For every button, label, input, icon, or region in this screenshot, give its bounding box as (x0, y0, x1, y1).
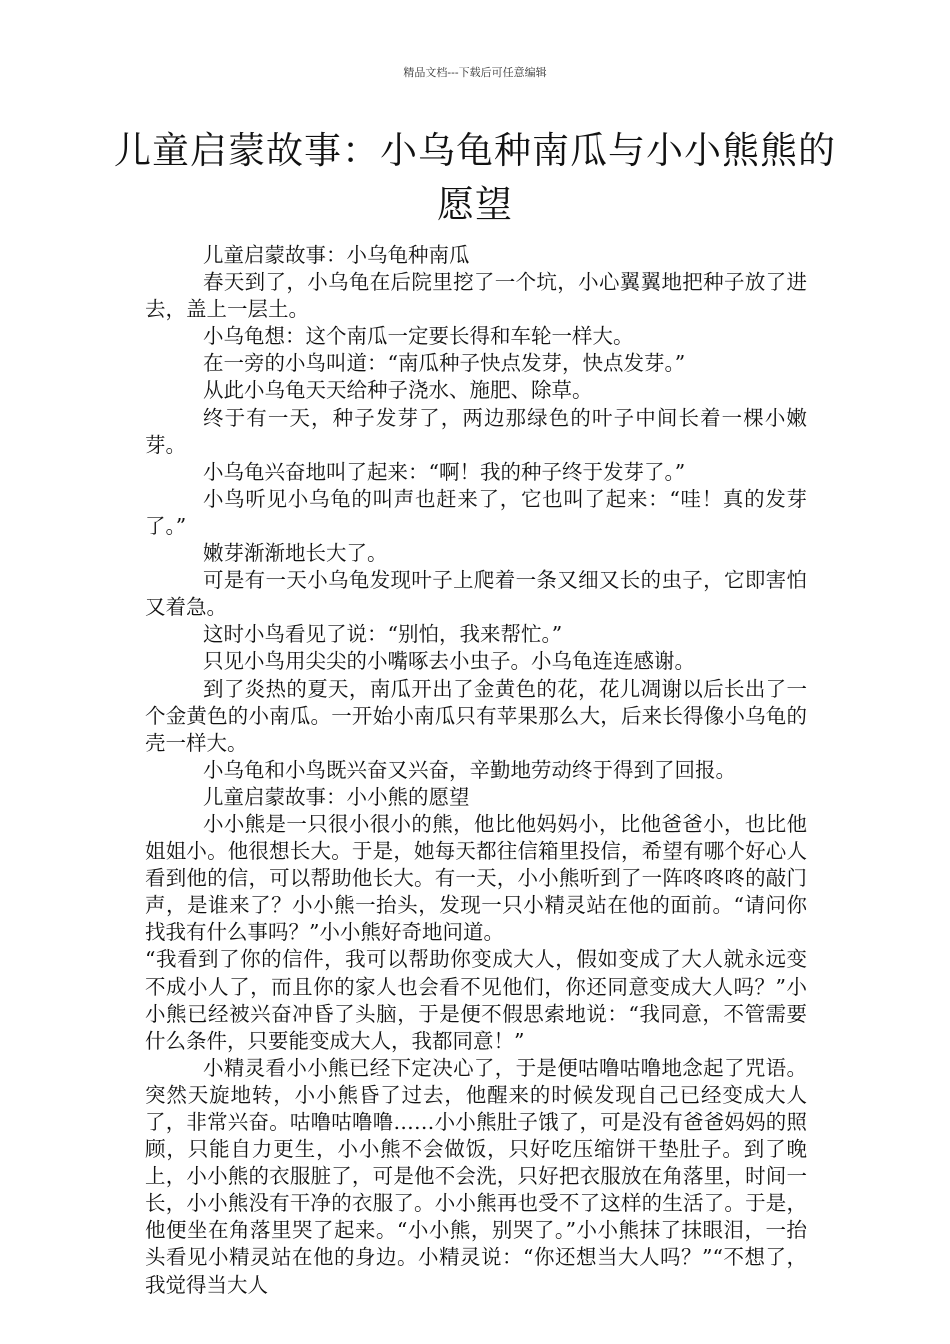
paragraph: 春天到了，小乌龟在后院里挖了一个坑，小心翼翼地把种子放了进去，盖上一层土。 (145, 270, 807, 322)
paragraph: 在一旁的小鸟叫道：“南瓜种子快点发芽，快点发芽。” (203, 351, 686, 376)
paragraph: 儿童启蒙故事：小乌龟种南瓜 (203, 243, 470, 267)
paragraph: 小精灵看小小熊已经下定决心了，于是便咕噜咕噜地念起了咒语。突然天旋地转，小小熊昏了过去，他醒来的时候发现自己已经变成大人了，非常兴奋。咕噜咕噜噜……小小熊肚子饿了，可是没有爸爸妈妈的照顾，只能自力更生，小小熊不会做饭，只好吃压缩饼干垫肚子。到了晚上，小小熊的衣服脏了，可是他不会洗，只好把衣服放在角落里，时间一长，小小熊没有干净的衣服了。小小熊再也受不了这样的生活了。于是，他便坐在角落里哭了起来。“小小熊，别哭了。”小小熊抹了抹眼泪，一抬头看见小精灵站在他的身边。小精灵说：“你还想当大人吗？”“不想了，我觉得当大人 (145, 1055, 807, 1297)
paragraph: 小乌龟想：这个南瓜一定要长得和车轮一样大。 (203, 324, 634, 349)
paragraph: 儿童启蒙故事：小小熊的愿望 (203, 784, 470, 809)
document-title: 儿童启蒙故事：小乌龟种南瓜与小小熊熊的愿望 (114, 129, 836, 226)
paragraph: 小乌龟兴奋地叫了起来：“啊！我的种子终于发芽了。” (203, 459, 686, 484)
paragraph: 小乌龟和小鸟既兴奋又兴奋，辛勤地劳动终于得到了回报。 (203, 757, 736, 782)
paragraph: 只见小鸟用尖尖的小嘴啄去小虫子。小乌龟连连感谢。 (203, 649, 695, 674)
paragraph: 小小熊是一只很小很小的熊，他比他妈妈小，比他爸爸小，也比他姐姐小。他很想长大。于是，她每天都往信箱里投信，希望有哪个好心人看到他的信，可以帮助他长大。有一天，小小熊听到了一阵咚咚咚的敲门声，是谁来了？小小熊一抬头，发现一只小精灵站在他的面前。“请问你找我有什么事吗？”小小熊好奇地问道。 (145, 811, 807, 945)
paragraph: 可是有一天小乌龟发现叶子上爬着一条又细又长的虫子，它即害怕又着急。 (145, 568, 807, 620)
paragraph: 小鸟听见小乌龟的叫声也赶来了，它也叫了起来：“哇！真的发芽了。” (145, 486, 807, 538)
paragraph: “我看到了你的信件，我可以帮助你变成大人，假如变成了大人就永远变不成小人了，而且你的家人也会看不见他们，你还同意变成大人吗？”小小熊已经被兴奋冲昏了头脑，于是便不假思索地说：“我同意，不管需要什么条件，只要能变成大人，我都同意！” (145, 947, 807, 1053)
paragraph: 到了炎热的夏天，南瓜开出了金黄色的花，花儿凋谢以后长出了一个金黄色的小南瓜。一开始小南瓜只有苹果那么大，后来长得像小乌龟的壳一样大。 (145, 676, 807, 755)
paragraph: 从此小乌龟天天给种子浇水、施肥、除草。 (203, 378, 593, 403)
paragraph: 终于有一天，种子发芽了，两边那绿色的叶子中间长着一棵小嫩芽。 (145, 405, 807, 457)
paragraph: 这时小鸟看见了说：“别怕，我来帮忙。” (203, 622, 563, 647)
paragraph: 嫩芽渐渐地长大了。 (203, 541, 388, 566)
document-header-note: 精品文档---下载后可任意编辑 (403, 66, 547, 79)
document-body (145, 242, 807, 1299)
